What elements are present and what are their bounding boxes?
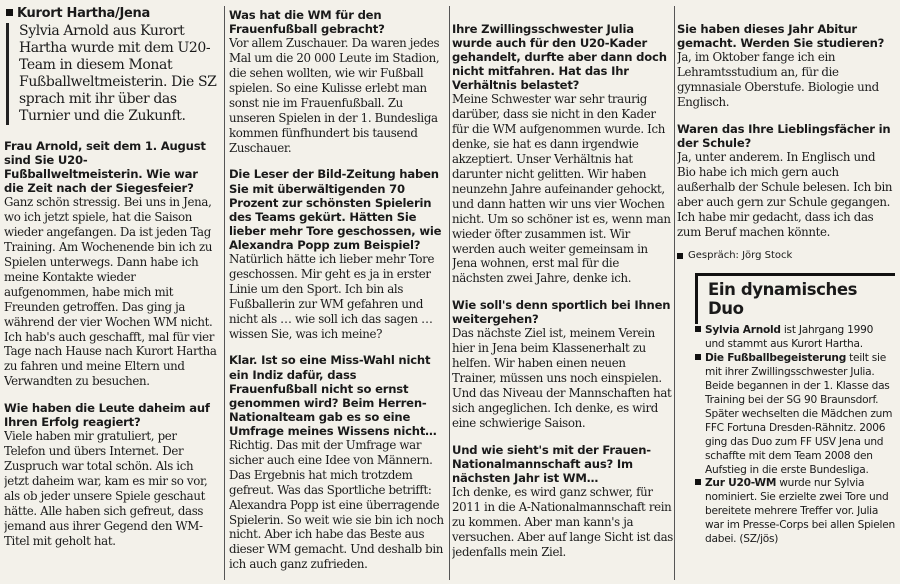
question: Frau Arnold, seit dem 1. August sind Sie U20-Fußballweltmeisterin. Wie war die Zeit nach der Siegesfeier? bbox=[4, 139, 206, 196]
answer: Ganz schön stressig. Bei uns in Jena, wo ich jetzt spiele, hat die Saison wieder angefangen. Da ist jeden Tag Training. Am Wochenende bin ich zu Spielen unterwegs. Dann habe ich meine Kontakte wieder aufgenommen, habe mich mit Freunden getroffen. Das ging ja während der vier Wochen WM nicht. Ich hab's auch geschafft, mal für vier Tage nach Hause nach Kurort Hartha zu fahren und meine Eltern und Verwandten zu besuchen. bbox=[4, 195, 217, 389]
credit-text: Gespräch: Jörg Stock bbox=[688, 250, 793, 262]
column-rule bbox=[224, 6, 225, 580]
info-box bbox=[677, 273, 895, 547]
info-item-lead: Die Fußballbegeisterung bbox=[705, 352, 847, 365]
question: Ihre Zwillingsschwester Julia wurde auch für den U20-Kader gehandelt, durfte aber dann doch nicht mitfahren. Hat das Ihr Verhältnis belastet? bbox=[452, 22, 667, 93]
intro-block bbox=[6, 23, 218, 125]
answer: Ja, im Oktober fange ich ein Lehramtsstudium an, für die gymnasiale Oberstufe. Biologie und Englisch. bbox=[677, 50, 879, 109]
answer: Ja, unter anderem. In Englisch und Bio habe ich mich gern auch außerhalb der Schule belesen. Ich bin aber auch gern zur Schule gegangen. Ich habe mir gedacht, dass ich das zum Beruf machen könnte. bbox=[677, 150, 893, 239]
column-rule bbox=[449, 6, 450, 580]
question: Wie haben die Leute daheim auf Ihren Erfolg reagiert? bbox=[4, 401, 210, 430]
column-rule bbox=[674, 6, 675, 580]
question: Die Leser der Bild-Zeitung haben Sie mit überwältigenden 70 Prozent zur schönsten Spielerin des Teams gekürt. Hätten Sie lieber mehr Tore geschossen, wie Alexandra Popp zum Beispiel? bbox=[229, 167, 442, 252]
bullet-square-icon bbox=[695, 354, 701, 360]
info-box-item bbox=[705, 324, 895, 352]
kicker-text: Kurort Hartha/Jena bbox=[17, 6, 150, 21]
intro-text: Sylvia Arnold aus Kurort Hartha wurde mit dem U20-Team in diesem Monat Fußballweltmeisterin. Die SZ sprach mit ihr über das Turnier und die Zukunft. bbox=[19, 23, 217, 124]
column-2 bbox=[229, 0, 447, 584]
answer: Ich denke, es wird ganz schwer, für 2011 in die A-Nationalmannschaft rein zu kommen. Aber man kann's ja versuchen. Aber auf lange Sicht ist das jedenfalls mein Ziel. bbox=[452, 485, 673, 559]
info-item-text: ist Jahrgang 1990 und stammt aus Kurort Hartha. bbox=[705, 324, 874, 351]
bullet-square-icon bbox=[695, 479, 701, 485]
info-box-title: Ein dynamisches Duo bbox=[695, 273, 895, 324]
info-item-text: teilt sie mit ihrer Zwillingsschwester Julia. Beide begannen in der 1. Klasse das Training bei der SG 90 Braunsdorf. Später wechselten die Mädchen zum FFC Fortuna Dresden-Rähnitz. 2006 ging das Duo zum FF USV Jena und schaffte mit dem Team 2008 den Aufstieg in die erste Bundesliga. bbox=[705, 352, 893, 476]
info-item-lead: Zur U20-WM bbox=[705, 477, 777, 490]
question: Wie soll's denn sportlich bei Ihnen weitergehen? bbox=[452, 298, 671, 327]
answer: Viele haben mir gratuliert, per Telefon und übers Internet. Der Zuspruch war total schön. Als ich jetzt daheim war, kam es mir so vor, als ob jeder unsere Spiele geschaut hätte. Alle haben sich gefreut, dass jemand aus ihrer Gegend den WM-Titel mit geholt hat. bbox=[4, 429, 208, 548]
kicker bbox=[4, 6, 218, 21]
info-item-text: wurde nur Sylvia nominiert. Sie erzielte zwei Tore und bereitete mehrere Treffer vor. Julia war im Presse-Corps bei allen Spielen dabei. (SZ/jös) bbox=[705, 477, 895, 546]
answer: Richtig. Das mit der Umfrage war sicher auch eine Idee von Männern. Das Ergebnis hat mich trotzdem gefreut. Was das Sportliche betrifft: Alexandra Popp ist eine überragende Spielerin. So weit wie sie bin ich noch nicht. Aber ich habe das Beste aus dieser WM gemacht. Und deshalb bin ich auch ganz zufrieden. bbox=[229, 438, 444, 572]
answer: Natürlich hätte ich lieber mehr Tore geschossen. Mir geht es ja in erster Linie um den Sport. Ich bin als Fußballerin zur WM gefahren und nicht als … wie soll ich das sagen … wissen Sie, was ich meine? bbox=[229, 252, 435, 341]
answer: Vor allem Zuschauer. Da waren jedes Mal um die 20 000 Leute im Stadion, die sehen wollten, wie wir Fußball spielen. So eine Kulisse erlebt man sonst nie im Frauenfußball. Zu unseren Spielen in der 1. Bundesliga kommen fünfhundert bis tausend Zuschauer. bbox=[229, 36, 440, 155]
column-1 bbox=[4, 0, 218, 584]
info-box-item bbox=[705, 352, 895, 477]
question: Und wie sieht's mit der Frauen-Nationalmannschaft aus? Im nächsten Jahr ist WM… bbox=[452, 442, 651, 485]
column-4 bbox=[677, 0, 895, 584]
column-3 bbox=[452, 0, 673, 584]
bullet-square-icon bbox=[6, 9, 13, 16]
question: Sie haben dieses Jahr Abitur gemacht. Werden Sie studieren? bbox=[677, 22, 885, 51]
question: Waren das Ihre Lieblingsfächer in der Schule? bbox=[677, 121, 891, 150]
interview-credit bbox=[677, 250, 895, 261]
bullet-square-icon bbox=[695, 326, 701, 332]
question: Was hat die WM für den Frauenfußball gebracht? bbox=[229, 8, 385, 37]
question: Klar. Ist so eine Miss-Wahl nicht ein Indiz dafür, dass Frauenfußball nicht so ernst genommen wird? Beim Herren-Nationalteam gab es so eine Umfrage meines Wissens nicht… bbox=[229, 353, 437, 438]
answer: Das nächste Ziel ist, meinem Verein hier in Jena beim Klassenerhalt zu helfen. Wir haben einen neuen Trainer, müssen uns noch einspielen. Und das Niveau der Mannschaften hat sich angeglichen. Ich denke, es wird eine schwierige Saison. bbox=[452, 326, 672, 430]
answer: Meine Schwester war sehr traurig darüber, dass sie nicht in den Kader für die WM aufgenommen wurde. Ich denke, sie hat es dann irgendwie akzeptiert. Unser Verhältnis hat darunter nicht gelitten. Wir haben neunzehn Jahre aufeinander gehockt, und dann hatten wir uns vier Wochen nicht. Um so schöner ist es, wenn man wieder öfter zusammen ist. Wir werden auch weiter gemeinsam in Jena wohnen, erst mal für die nächsten zwei Jahre, denke ich. bbox=[452, 92, 671, 286]
bullet-square-icon bbox=[677, 253, 683, 259]
info-box-item bbox=[705, 477, 895, 547]
info-item-lead: Sylvia Arnold bbox=[705, 324, 781, 337]
